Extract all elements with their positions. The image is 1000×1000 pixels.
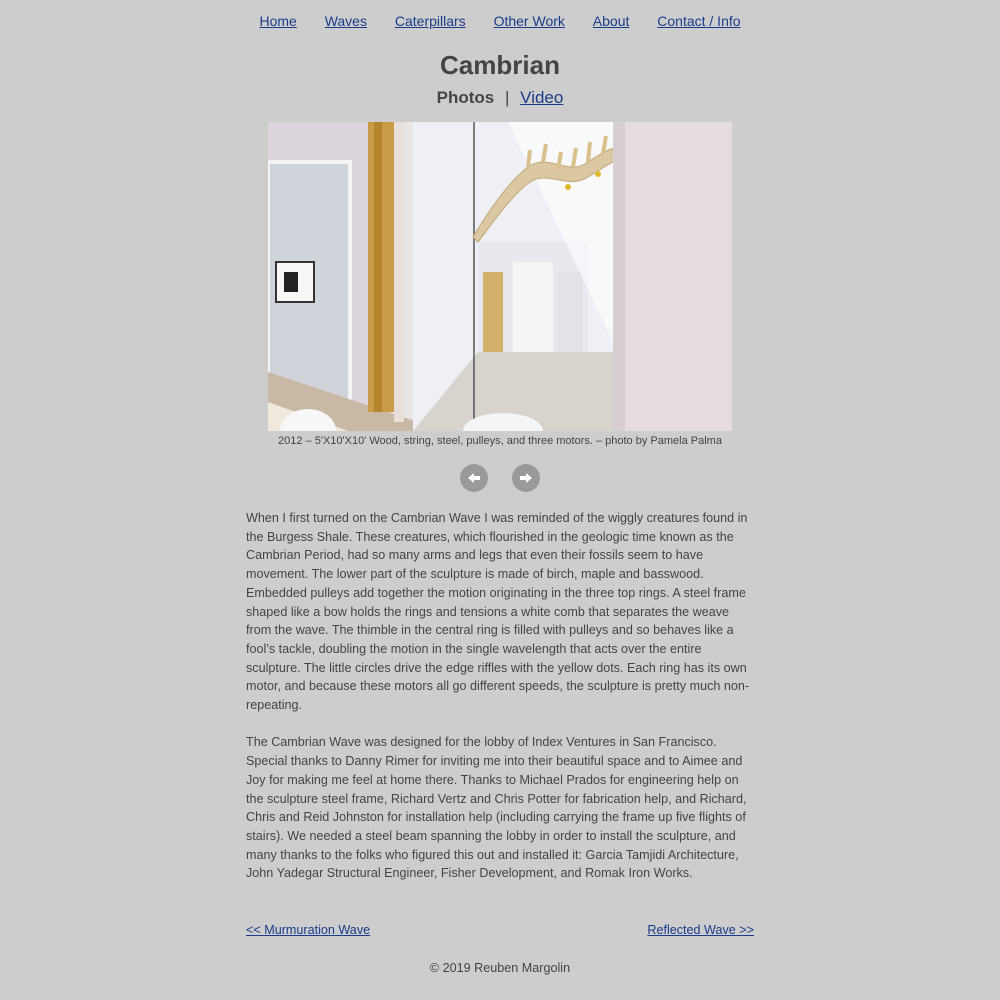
description (246, 509, 754, 902)
main-nav (0, 13, 1000, 29)
subnav-separator: | (505, 88, 510, 107)
description-paragraph: When I first turned on the Cambrian Wave I was reminded of the wiggly creatures found in the Burgess Shale. These creatures, which flourished in the geologic time known as the Cambrian Period, had so many arms and legs that even their fossils seem to have movement. The lower part of the sculpture is made of birch, maple and basswood. Embedded pulleys add together the motion originating in the three top rings. A steel frame shaped like a bow holds the rings and tensions a white comb that separates the weave from the wave. The thimble in the central ring is filled with pulleys and so behaves like a fool’s tackle, doubling the motion in the single wavelength that acts over the entire sculpture. The little circles drive the edge riffles with the yellow dots. Each ring has its own motor, and because these motors all go different speeds, the sculpture is pretty much non-repeating. (246, 511, 750, 713)
footer-copyright: © 2019 Reuben Margolin (429, 961, 571, 975)
photo-caption: 2012 – 5'X10'X10' Wood, string, steel, pulleys, and three motors. – photo by Pamela Palma (278, 435, 722, 447)
nav-link-contact[interactable]: Contact / Info (657, 13, 741, 29)
arrow-right-icon (512, 464, 540, 492)
arrow-left-icon (460, 464, 488, 492)
previous-photo-button[interactable] (460, 464, 488, 492)
next-work-link[interactable]: Reflected Wave >> (647, 923, 754, 937)
work-pager (246, 923, 754, 937)
page-title: Cambrian (440, 50, 560, 80)
nav-link-home[interactable]: Home (259, 13, 297, 29)
next-photo-button[interactable] (512, 464, 540, 492)
media-subnav (0, 88, 1000, 108)
previous-work-link[interactable]: << Murmuration Wave (246, 923, 371, 937)
photos-label: Photos (436, 88, 495, 107)
description-paragraph: The Cambrian Wave was designed for the lobby of Index Ventures in San Francisco. Special thanks to Danny Rimer for inviting me into their beautiful space and to Aimee and Joy for making me feel at home there. Thanks to Michael Prados for engineering help on the sculpture steel frame, Richard Vertz and Chris Potter for fabrication help, and Richard, Chris and Reid Johnston for installation help (including carrying the frame up five flights of stairs). We needed a steel beam spanning the lobby in order to install the sculpture, and many thanks to the folks who figured this out and installed it: Garcia Tamjidi Architecture, John Yadegar Structural Engineer, Fisher Development, and Romak Iron Works. (246, 735, 747, 881)
nav-link-other-work[interactable]: Other Work (493, 13, 565, 29)
nav-link-waves[interactable]: Waves (324, 13, 367, 29)
nav-link-about[interactable]: About (592, 13, 630, 29)
sculpture-photo (268, 122, 732, 431)
nav-link-caterpillars[interactable]: Caterpillars (394, 13, 466, 29)
video-link[interactable]: Video (520, 88, 564, 107)
